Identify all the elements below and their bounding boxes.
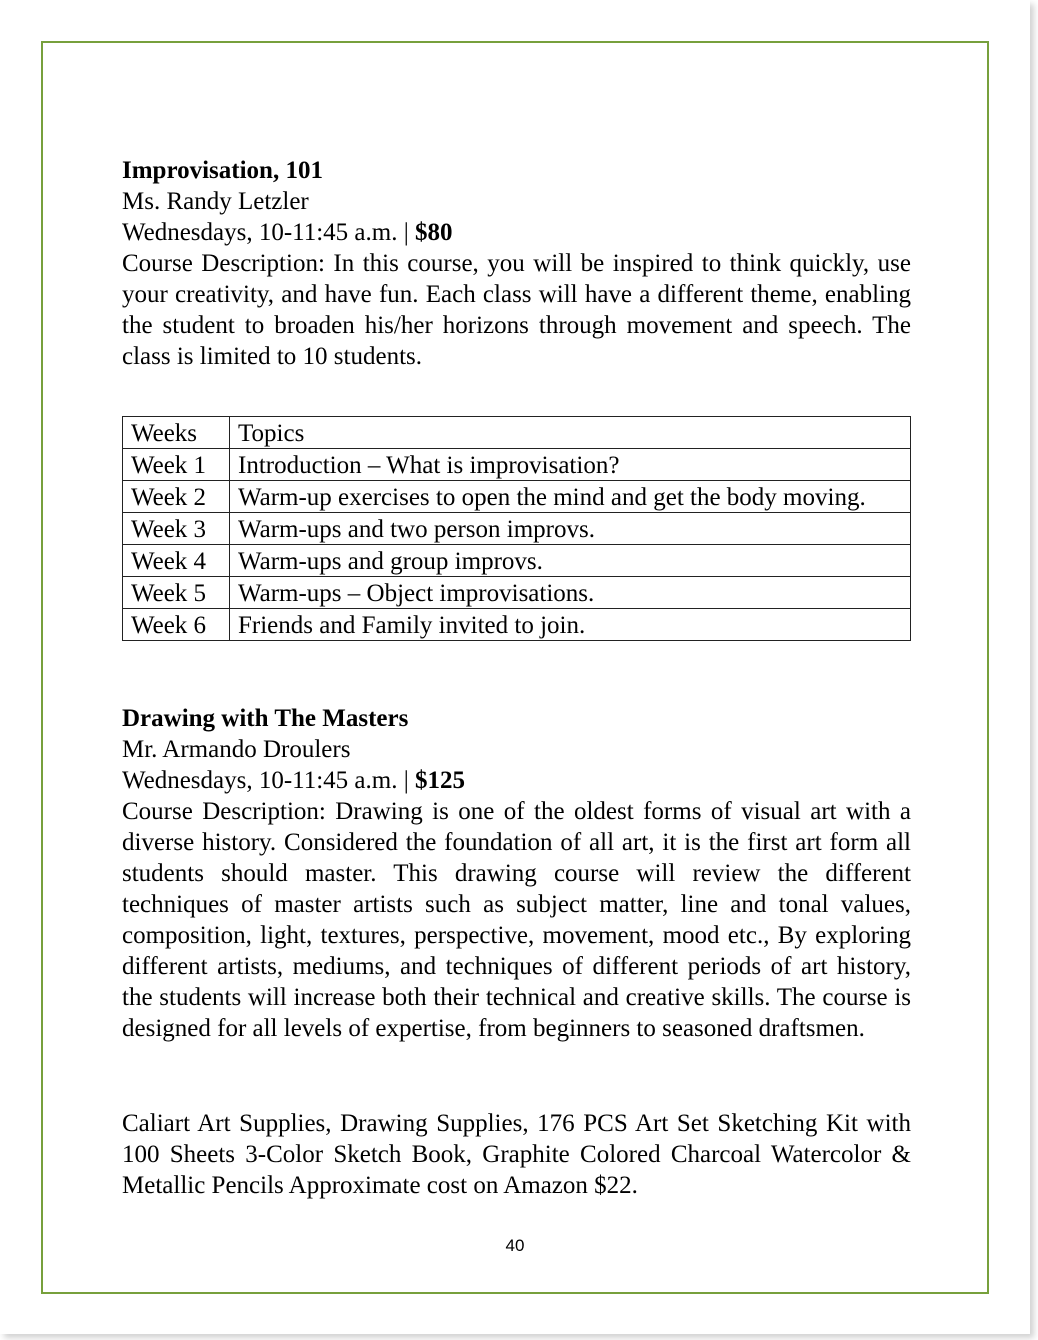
course-instructor: Mr. Armando Droulers (122, 736, 351, 763)
supplies-note: Caliart Art Supplies, Drawing Supplies, 176 PCS Art Set Sketching Kit with 100 Sheets 3-Color Sketch Book, Graphite Colored Charcoal Watercolor & Metallic Pencils Approximate cost on Amazon $22. (122, 1110, 911, 1199)
weekly-topics-table (122, 416, 911, 641)
week-cell: Week 2 (123, 481, 230, 513)
week-cell: Week 3 (123, 513, 230, 545)
page-number: 40 (505, 1236, 525, 1255)
header-topics: Topics (230, 417, 911, 449)
course-improvisation (122, 155, 911, 372)
topic-cell: Warm-ups and two person improvs. (230, 513, 911, 545)
table-header-row (123, 417, 911, 449)
course-drawing-masters (122, 703, 911, 1044)
course-description: Course Description: Drawing is one of the oldest forms of visual art with a diverse history. Considered the foundation of all art, it is the first art form all students should master. This drawing course will review the different techniques of master artists such as subject matter, line and tonal values, composition, light, textures, perspective, movement, mood etc., By exploring different artists, mediums, and techniques of different periods of art history, the students will increase both their technical and creative skills. The course is designed for all levels of expertise, from beginners to seasoned draftsmen. (122, 798, 911, 1042)
course-schedule-line (122, 217, 911, 248)
topic-cell: Warm-up exercises to open the mind and get the body moving. (230, 481, 911, 513)
course-price: $125 (414, 767, 465, 794)
course-description: Course Description: In this course, you will be inspired to think quickly, use your creativity, and have fun. Each class will have a different theme, enabling the student to broaden his/her horizons through movement and speech. The class is limited to 10 students. (122, 250, 911, 370)
table-row (123, 513, 911, 545)
course-price: $80 (414, 219, 453, 246)
course-title: Drawing with The Masters (122, 705, 409, 732)
topic-cell: Warm-ups and group improvs. (230, 545, 911, 577)
table-row (123, 545, 911, 577)
course-schedule: Wednesdays, 10-11:45 a.m. | (122, 219, 415, 246)
week-cell: Week 6 (123, 609, 230, 641)
week-cell: Week 1 (123, 449, 230, 481)
topic-cell: Introduction – What is improvisation? (230, 449, 911, 481)
course-schedule: Wednesdays, 10-11:45 a.m. | (122, 767, 415, 794)
topic-cell: Friends and Family invited to join. (230, 609, 911, 641)
table-row (123, 609, 911, 641)
course-instructor: Ms. Randy Letzler (122, 188, 309, 215)
course-schedule-line (122, 765, 911, 796)
header-weeks: Weeks (123, 417, 230, 449)
table-row (123, 577, 911, 609)
course-title: Improvisation, 101 (122, 157, 323, 184)
week-cell: Week 5 (123, 577, 230, 609)
topic-cell: Warm-ups – Object improvisations. (230, 577, 911, 609)
table-row (123, 481, 911, 513)
table-row (123, 449, 911, 481)
week-cell: Week 4 (123, 545, 230, 577)
